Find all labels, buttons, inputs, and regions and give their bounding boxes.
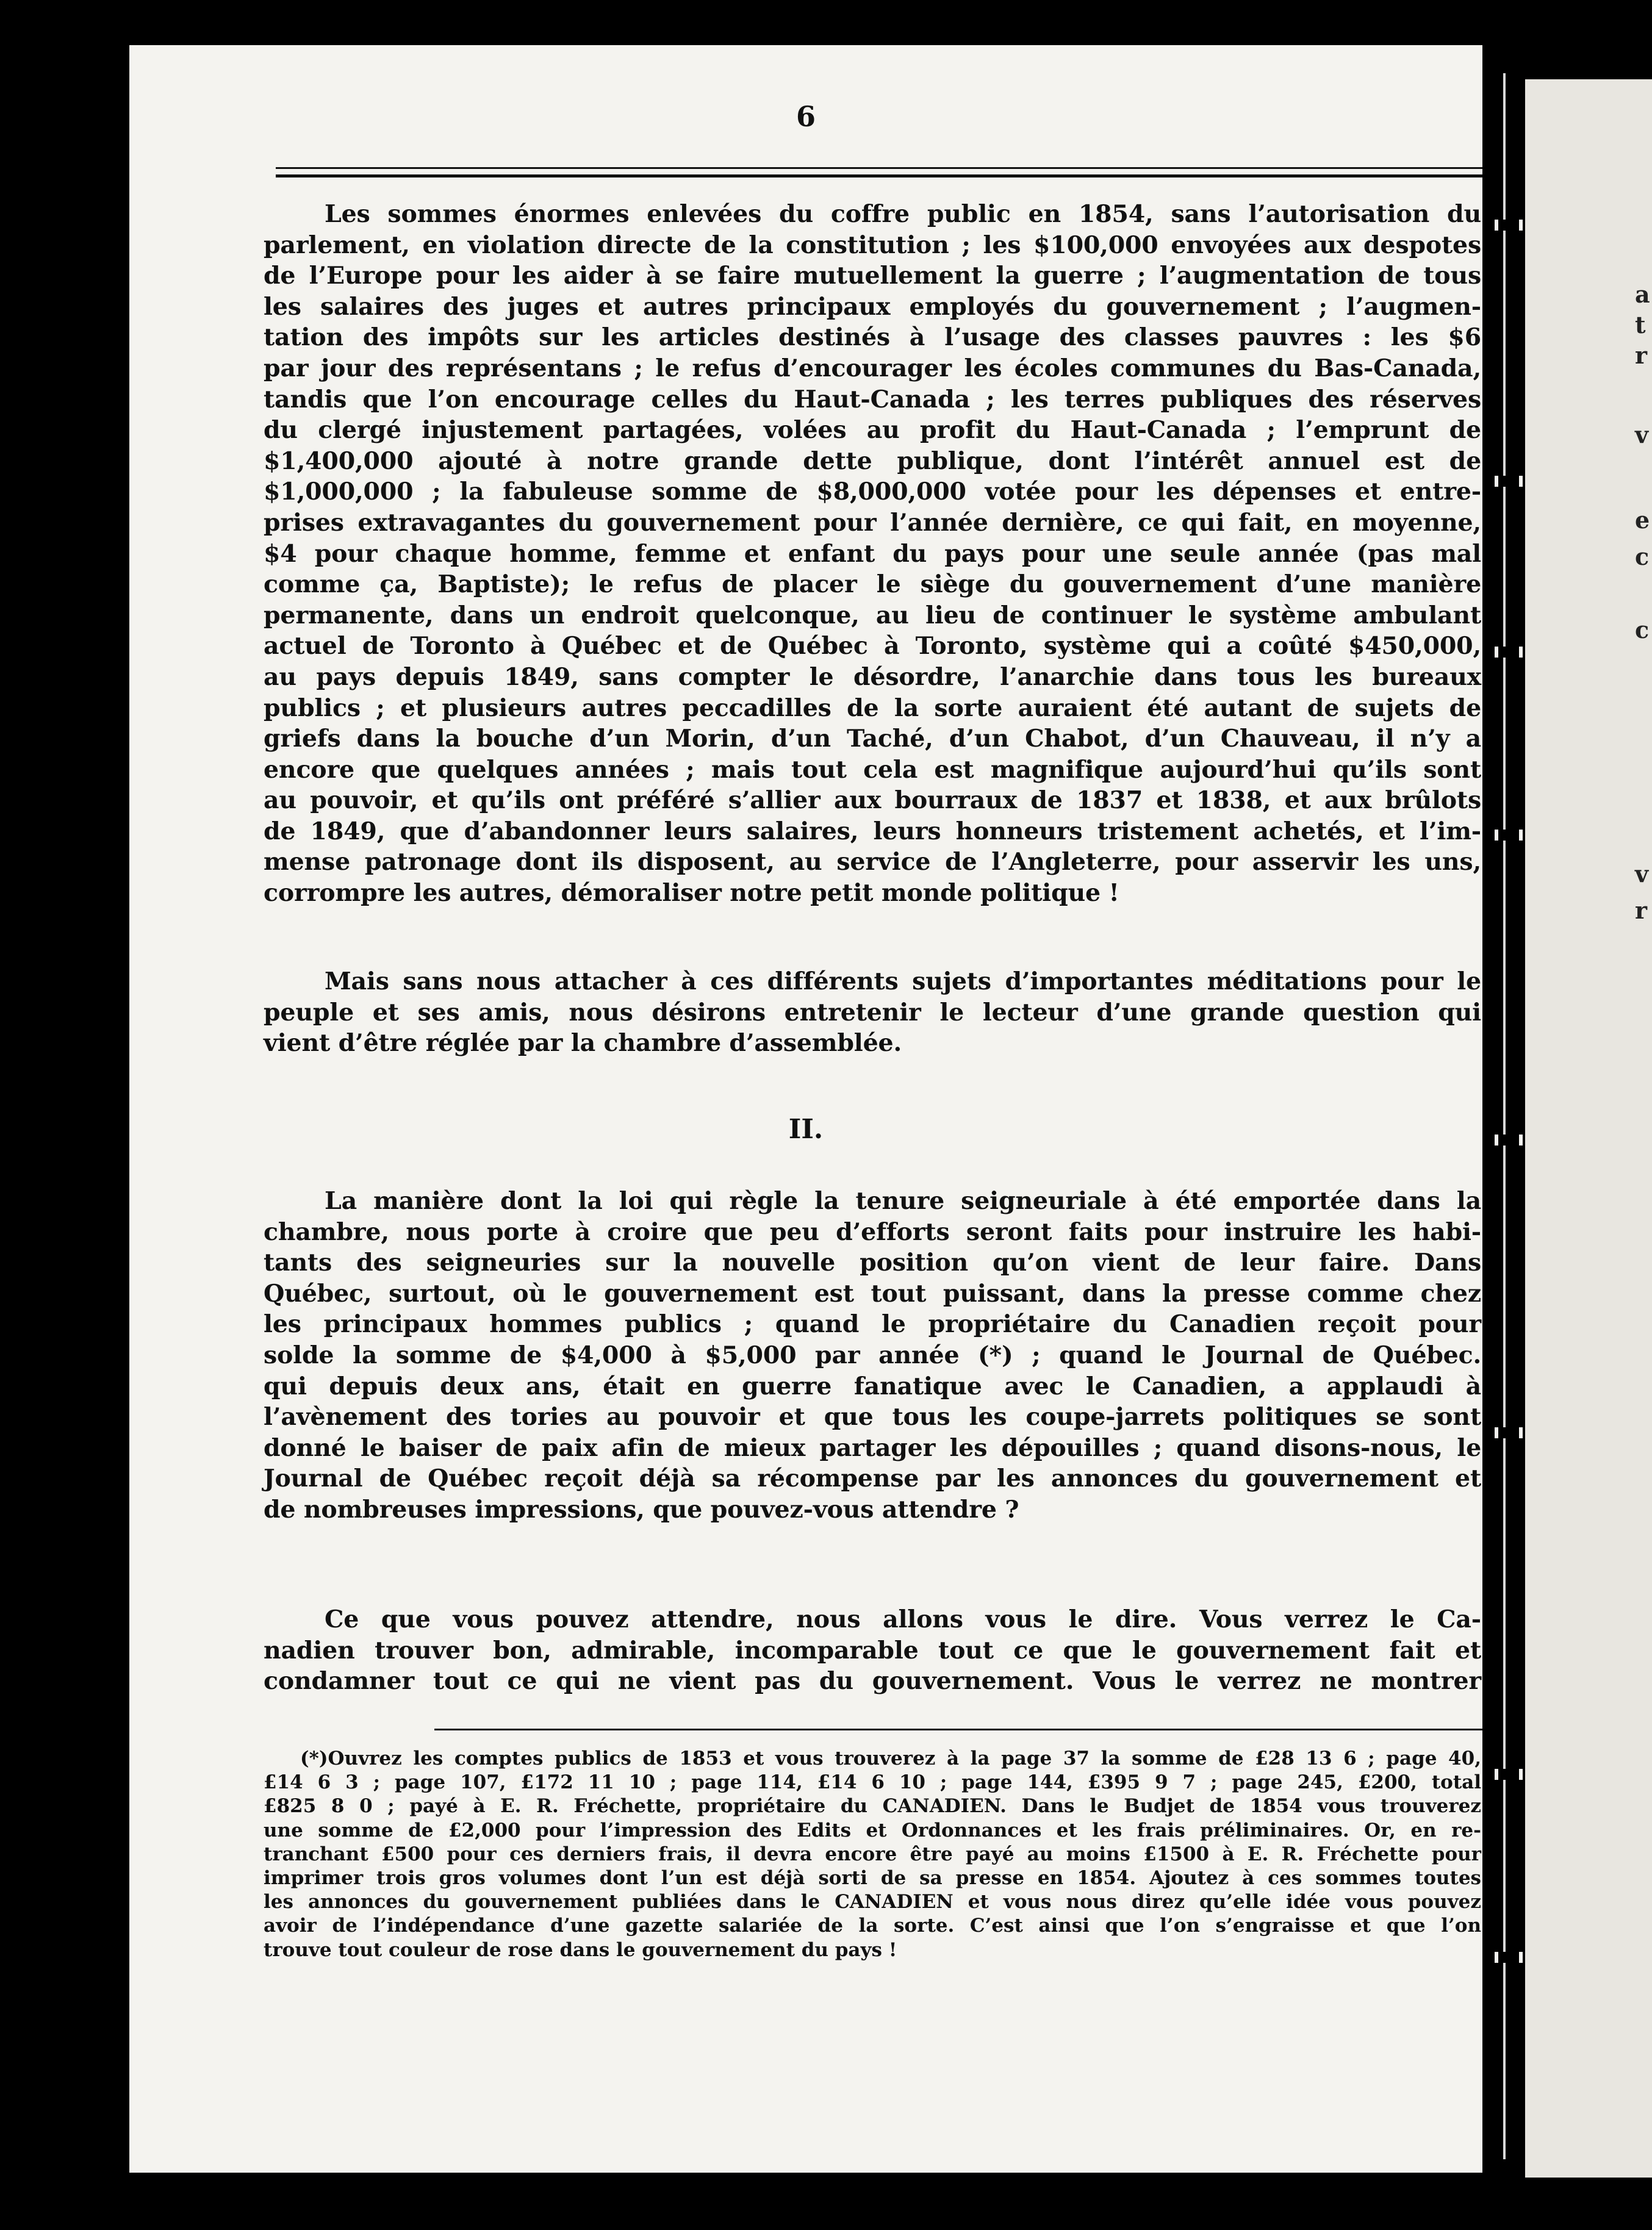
paragraph-line: vient d’être réglée par la chambre d’assemblée. <box>264 1029 902 1058</box>
paragraph-line: Mais sans nous attacher à ces différents sujets d’importantes méditations pour le <box>325 967 1481 995</box>
paragraph-line: griefs dans la bouche d’un Morin, d’un Taché, d’un Chabot, d’un Chauveau, il n’y a <box>264 725 1481 753</box>
binding-stitch <box>1495 476 1523 487</box>
section-heading: II. <box>788 1114 824 1145</box>
paragraph-line: Ce que vous pouvez attendre, nous allons vous le dire. Vous verrez le Ca- <box>325 1605 1481 1633</box>
facing-page-fragment: v <box>1635 860 1649 887</box>
footnote <box>264 1747 1481 1962</box>
paragraph-line: les salaires des juges et autres principaux employés du gouvernement ; l’augmen- <box>264 292 1481 321</box>
binding-stitch <box>1495 220 1523 231</box>
paragraph-line: parlement, en violation directe de la constitution ; les $100,000 envoyées aux despotes <box>264 231 1481 259</box>
footnote-line: avoir de l’indépendance d’une gazette salariée de la sorte. C’est ainsi que l’on s’engraisse et que l’on <box>264 1915 1481 1937</box>
facing-page-fragment: c <box>1635 543 1650 570</box>
paragraph-line: l’avènement des tories au pouvoir et que tous les coupe-jarrets politiques se sont <box>264 1403 1481 1432</box>
paragraph-line: au pouvoir, et qu’ils ont préféré s’allier aux bourraux de 1837 et 1838, et aux brûlots <box>264 786 1481 815</box>
facing-page-fragment: t <box>1635 311 1646 339</box>
facing-page-fragment: a <box>1635 281 1650 308</box>
footnote-line: (*)Ouvrez les comptes publics de 1853 et vous trouverez à la page 37 la somme de £28 13 6 ; page 40, <box>300 1748 1481 1769</box>
footnote-rule <box>434 1729 1484 1730</box>
paragraph-line: $1,400,000 ajouté à notre grande dette publique, dont l’intérêt annuel est de <box>264 446 1481 475</box>
binding-stitch <box>1495 1135 1523 1145</box>
facing-page-fragment: r <box>1635 342 1648 369</box>
footnote-line: les annonces du gouvernement publiées dans le CANADIEN et vous nous direz qu’elle idée vous pouvez <box>264 1891 1481 1913</box>
paragraph-line: condamner tout ce qui ne vient pas du gouvernement. Vous le verrez ne montrer <box>264 1667 1481 1696</box>
paragraph-line: au pays depuis 1849, sans compter le désordre, l’anarchie dans tous les bureaux <box>264 662 1481 691</box>
paragraph-line: actuel de Toronto à Québec et de Québec à Toronto, système qui a coûté $450,000, <box>264 632 1481 661</box>
footnote-line: tranchant £500 pour ces derniers frais, il devra encore être payé au moins £1500 à E. R. Fréchette pour <box>264 1843 1481 1865</box>
binding-stitch <box>1495 830 1523 841</box>
paragraph-line: $1,000,000 ; la fabuleuse somme de $8,000,000 votée pour les dépenses et entre- <box>264 478 1481 506</box>
binding-stitch <box>1495 647 1523 658</box>
binding-thread <box>1503 73 1506 2159</box>
paragraph-1 <box>264 199 1481 909</box>
paragraph-line: comme ça, Baptiste); le refus de placer le siège du gouvernement d’une manière <box>264 570 1481 599</box>
paragraph-line: nadien trouver bon, admirable, incomparable tout ce que le gouvernement fait et <box>264 1636 1481 1665</box>
header-rule-top <box>276 167 1484 169</box>
paragraph-line: qui depuis deux ans, était en guerre fanatique avec le Canadien, a applaudi à <box>264 1372 1481 1400</box>
facing-page-fragment: v <box>1635 421 1649 448</box>
footnote-line: une somme de £2,000 pour l’impression des Edits et Ordonnances et les frais préliminaires. Or, en re- <box>264 1819 1481 1841</box>
binding-stitch <box>1495 1427 1523 1438</box>
paragraph-line: du clergé injustement partagées, volées au profit du Haut-Canada ; l’emprunt de <box>264 416 1481 445</box>
footnote-line: £825 8 0 ; payé à E. R. Fréchette, propriétaire du CANADIEN. Dans le Budjet de 1854 vous trouverez <box>264 1795 1481 1818</box>
paragraph-line: peuple et ses amis, nous désirons entretenir le lecteur d’une grande question qui <box>264 998 1481 1027</box>
footnote-line: imprimer trois gros volumes dont l’un est déjà sorti de sa presse en 1854. Ajoutez à ces sommes toutes <box>264 1867 1481 1890</box>
paragraph-line: les principaux hommes publics ; quand le propriétaire du Canadien reçoit pour <box>264 1310 1481 1339</box>
facing-page-fragment: e <box>1635 506 1650 534</box>
paragraph-line: Québec, surtout, où le gouvernement est tout puissant, dans la presse comme chez <box>264 1279 1481 1308</box>
binding-stitch <box>1495 1952 1523 1963</box>
paragraph-line: solde la somme de $4,000 à $5,000 par année (*) ; quand le Journal de Québec. <box>264 1341 1481 1369</box>
page-number: 6 <box>795 100 816 133</box>
section-paragraph-2 <box>264 1604 1481 1697</box>
paragraph-line: $4 pour chaque homme, femme et enfant du pays pour une seule année (pas mal <box>264 539 1481 568</box>
paragraph-line: de nombreuses impressions, que pouvez-vous attendre ? <box>264 1495 1019 1524</box>
paragraph-line: Les sommes énormes enlevées du coffre public en 1854, sans l’autorisation du <box>325 200 1481 228</box>
facing-page-fragment: c <box>1635 616 1650 644</box>
paragraph-line: de 1849, que d’abandonner leurs salaires, leurs honneurs tristement achetés, et l’im- <box>264 817 1481 845</box>
paragraph-line: La manière dont la loi qui règle la tenure seigneuriale à été emportée dans la <box>325 1187 1481 1215</box>
paragraph-line: Journal de Québec reçoit déjà sa récompense par les annonces du gouvernement et <box>264 1465 1481 1493</box>
paragraph-line: encore que quelques années ; mais tout cela est magnifique aujourd’hui qu’ils sont <box>264 755 1481 784</box>
facing-page-edge <box>1525 79 1652 2178</box>
paragraph-line: corrompre les autres, démoraliser notre petit monde politique ! <box>264 879 1119 908</box>
footnote-line: £14 6 3 ; page 107, £172 11 10 ; page 114, £14 6 10 ; page 144, £395 9 7 ; page 245, £200, total <box>264 1771 1481 1794</box>
paragraph-line: de l’Europe pour les aider à se faire mutuellement la guerre ; l’augmentation de tous <box>264 262 1481 290</box>
paragraph-line: chambre, nous porte à croire que peu d’efforts seront faits pour instruire les habi- <box>264 1217 1481 1246</box>
paragraph-line: tation des impôts sur les articles destinés à l’usage des classes pauvres : les $6 <box>264 323 1481 352</box>
paragraph-line: publics ; et plusieurs autres peccadilles de la sorte auraient été autant de sujets de <box>264 694 1481 722</box>
document-page <box>129 45 1482 2173</box>
paragraph-line: donné le baiser de paix afin de mieux partager les dépouilles ; quand disons-nous, le <box>264 1433 1481 1462</box>
paragraph-2 <box>264 966 1481 1059</box>
paragraph-line: permanente, dans un endroit quelconque, au lieu de continuer le système ambulant <box>264 601 1481 629</box>
facing-page-fragment: r <box>1635 897 1648 924</box>
header-rule-bottom <box>276 174 1484 177</box>
paragraph-line: tants des seigneuries sur la nouvelle position qu’on vient de leur faire. Dans <box>264 1249 1481 1277</box>
binding-stitch <box>1495 1769 1523 1780</box>
paragraph-line: tandis que l’on encourage celles du Haut-Canada ; les terres publiques des réserves <box>264 385 1481 414</box>
paragraph-line: prises extravagantes du gouvernement pour l’année dernière, ce qui fait, en moyenne, <box>264 508 1481 537</box>
section-paragraph-1 <box>264 1186 1481 1526</box>
paragraph-line: mense patronage dont ils disposent, au service de l’Angleterre, pour asservir les uns, <box>264 848 1481 877</box>
paragraph-line: par jour des représentans ; le refus d’encourager les écoles communes du Bas-Canada, <box>264 354 1481 382</box>
footnote-line: trouve tout couleur de rose dans le gouvernement du pays ! <box>264 1938 897 1961</box>
